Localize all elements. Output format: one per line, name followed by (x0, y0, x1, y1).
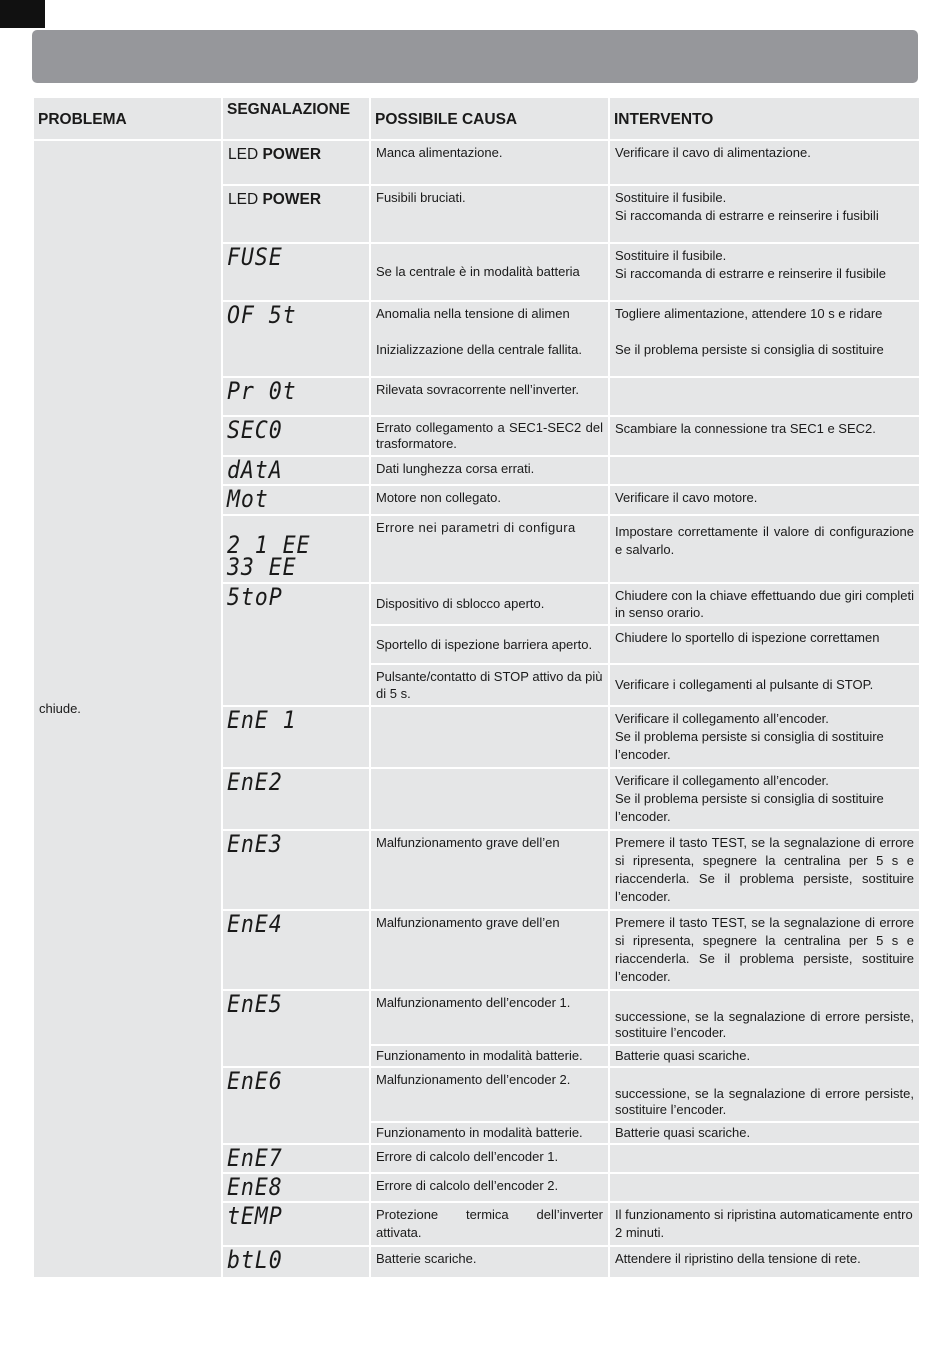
signal-code-cell (223, 516, 369, 582)
table-header-row (34, 98, 919, 139)
signal-code-cell (223, 457, 369, 484)
led-prefix: LED (228, 191, 259, 208)
action-line: Se il problema persiste si consiglia di sostituire (615, 342, 884, 357)
cause-cell: Sportello di ispezione barriera aperto. (371, 626, 608, 663)
cause-cell: Manca alimentazione. (371, 141, 608, 184)
action-cell: successione, se la segnalazione di errore persiste, sostituire l’encoder. (610, 991, 919, 1044)
signal-code-cell (223, 707, 369, 767)
action-line: Si raccomanda di estrarre e reinserire i fusibili (615, 208, 879, 223)
action-cell (610, 1145, 919, 1172)
action-cell: successione, se la segnalazione di errore persiste, sostituire l’encoder. (610, 1068, 919, 1121)
cause-cell: Errato collegamento a SEC1-SEC2 del trasformatore. (371, 417, 608, 455)
cause-cell: Fusibili bruciati. (371, 186, 608, 242)
display-code: 2 1 EE (227, 531, 311, 559)
led-prefix: LED (228, 146, 259, 163)
action-line: Si raccomanda di estrarre e reinserire il fusibile (615, 266, 886, 281)
cause-cell: Rilevata sovracorrente nell’inverter. (371, 378, 608, 415)
display-code: 33 EE (227, 553, 297, 581)
cause-line: Anomalia nella tensione di alimen (376, 306, 570, 321)
troubleshooting-table (32, 96, 921, 1279)
signal-code-cell (223, 378, 369, 415)
signal-code-cell (223, 1174, 369, 1201)
display-code: btL0 (227, 1247, 283, 1274)
signal-led-power (223, 186, 369, 242)
action-cell: Chiudere lo sportello di ispezione correttamen (610, 626, 919, 663)
action-cell: Verificare i collegamenti al pulsante di STOP. (610, 665, 919, 705)
cause-cell: Malfunzionamento dell’encoder 1. (371, 991, 608, 1044)
action-cell: Verificare il cavo di alimentazione. (610, 141, 919, 184)
action-cell: Chiudere con la chiave effettuando due giri completi in senso orario. (610, 584, 919, 624)
cause-cell: Errore di calcolo dell’encoder 2. (371, 1174, 608, 1201)
cause-cell: Funzionamento in modalità batterie. (371, 1123, 608, 1143)
action-cell (610, 769, 919, 829)
action-line: Togliere alimentazione, attendere 10 s e ridare (615, 306, 883, 321)
cause-cell: Protezione termica dell’inverter attivata. (371, 1203, 608, 1245)
display-code: 5toP (227, 584, 283, 611)
display-code: EnE2 (227, 769, 283, 796)
display-code: Pr 0t (227, 378, 297, 405)
signal-code-cell (223, 244, 369, 300)
header-problema: PROBLEMA (34, 98, 221, 139)
signal-code-cell (223, 1247, 369, 1277)
action-cell (610, 1174, 919, 1201)
signal-code-cell (223, 584, 369, 705)
display-code: EnE7 (227, 1145, 283, 1172)
cause-cell: Errore di calcolo dell’encoder 1. (371, 1145, 608, 1172)
cause-cell: Se la centrale è in modalità batteria (371, 244, 608, 300)
display-code: OF 5t (227, 302, 297, 329)
cause-line: Inizializzazione della centrale fallita. (376, 342, 582, 357)
header-intervento: INTERVENTO (610, 98, 919, 139)
display-code: EnE6 (227, 1068, 283, 1095)
action-cell (610, 457, 919, 484)
cause-cell (371, 707, 608, 767)
action-line: Sostituire il fusibile. (615, 248, 727, 263)
display-code: Mot (227, 486, 269, 513)
header-possibile-causa: POSSIBILE CAUSA (371, 98, 608, 139)
action-cell (610, 378, 919, 415)
display-code: EnE4 (227, 911, 283, 938)
action-cell (610, 707, 919, 767)
signal-code-cell (223, 1068, 369, 1143)
cause-cell: Malfunzionamento dell’encoder 2. (371, 1068, 608, 1121)
cause-cell: Malfunzionamento grave dell’en (371, 911, 608, 989)
display-code: EnE 1 (227, 707, 297, 734)
section-title-banner (32, 30, 918, 83)
page-corner-tab (0, 0, 45, 28)
display-code: EnE3 (227, 831, 283, 858)
action-cell: Premere il tasto TEST, se la segnalazione di errore si ripresenta, spegnere la centralina per 5 s e riaccenderla. Se il problema persiste, sostituire l’encoder. (610, 911, 919, 989)
cause-cell: Motore non collegato. (371, 486, 608, 514)
cause-cell: Dati lunghezza corsa errati. (371, 457, 608, 484)
signal-code-cell (223, 911, 369, 989)
action-cell: Impostare correttamente il valore di configurazione e salvarlo. (610, 516, 919, 582)
action-line: Sostituire il fusibile. (615, 190, 727, 205)
signal-code-cell (223, 831, 369, 909)
signal-code-cell (223, 417, 369, 455)
header-segnalazione: SEGNALAZIONE (223, 98, 369, 139)
cause-cell: Batterie scariche. (371, 1247, 608, 1277)
action-cell: Il funzionamento si ripristina automaticamente entro 2 minuti. (610, 1203, 919, 1245)
action-cell (610, 244, 919, 300)
action-cell: Verificare il cavo motore. (610, 486, 919, 514)
action-line: Verificare il collegamento all’encoder. (615, 773, 829, 788)
action-line: Se il problema persiste si consiglia di sostituire l’encoder. (615, 791, 884, 824)
signal-code-cell (223, 991, 369, 1066)
cause-cell: Errore nei parametri di configura (371, 516, 608, 582)
signal-code-cell (223, 769, 369, 829)
signal-code-cell (223, 486, 369, 514)
cause-cell: Malfunzionamento grave dell’en (371, 831, 608, 909)
action-cell: Premere il tasto TEST, se la segnalazione di errore si ripresenta, spegnere la centralina per 5 s e riaccenderla. Se il problema persiste, sostituire l’encoder. (610, 831, 919, 909)
display-code: SEC0 (227, 417, 283, 444)
signal-led-power (223, 141, 369, 184)
signal-code-cell (223, 302, 369, 376)
action-line: Verificare il collegamento all’encoder. (615, 711, 829, 726)
display-code: EnE8 (227, 1174, 283, 1201)
display-code: tEMP (227, 1203, 283, 1230)
cause-cell (371, 302, 608, 376)
cause-cell (371, 769, 608, 829)
display-code: dAtA (227, 457, 283, 484)
led-power-label: POWER (262, 191, 322, 208)
cause-cell: Funzionamento in modalità batterie. (371, 1046, 608, 1066)
action-line: Se il problema persiste si consiglia di sostituire l’encoder. (615, 729, 884, 762)
action-cell (610, 186, 919, 242)
cause-cell: Dispositivo di sblocco aperto. (371, 584, 608, 624)
led-power-label: POWER (262, 146, 322, 163)
action-cell: Scambiare la connessione tra SEC1 e SEC2. (610, 417, 919, 455)
action-cell: Attendere il ripristino della tensione di rete. (610, 1247, 919, 1277)
cause-cell: Pulsante/contatto di STOP attivo da più di 5 s. (371, 665, 608, 705)
table-row (34, 141, 919, 184)
display-code: FUSE (227, 244, 283, 271)
action-cell (610, 302, 919, 376)
problem-cell: chiude. (34, 141, 221, 1277)
display-code: EnE5 (227, 991, 283, 1018)
signal-code-cell (223, 1203, 369, 1245)
action-cell: Batterie quasi scariche. (610, 1046, 919, 1066)
signal-code-cell (223, 1145, 369, 1172)
action-cell: Batterie quasi scariche. (610, 1123, 919, 1143)
